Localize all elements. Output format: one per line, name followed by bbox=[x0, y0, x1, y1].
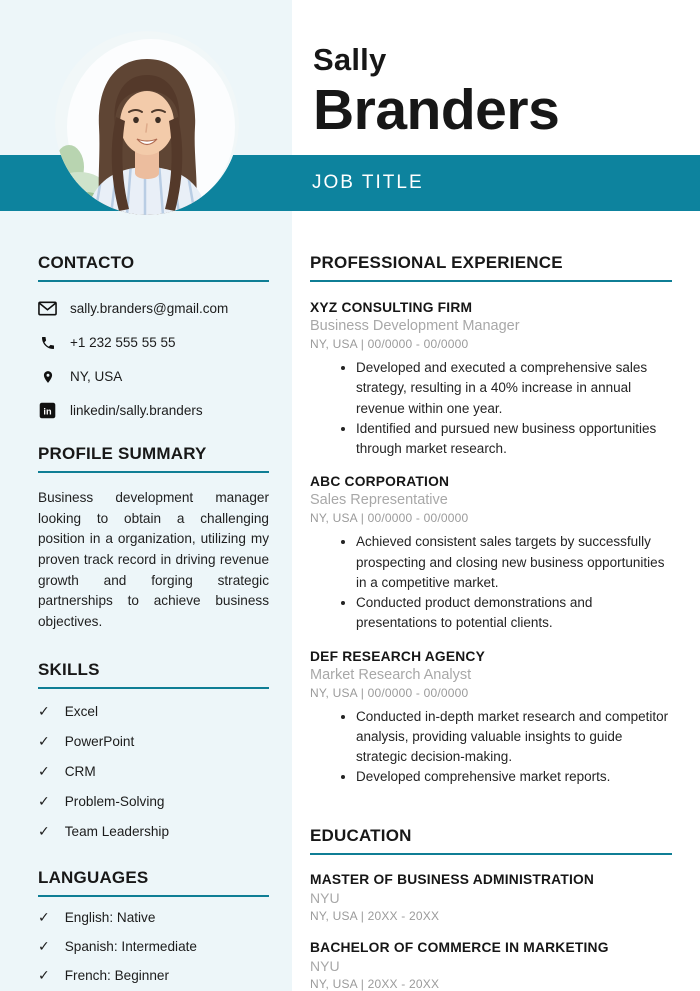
check-icon: ✓ bbox=[38, 967, 50, 984]
education-heading: EDUCATION bbox=[310, 825, 412, 845]
skill-item bbox=[38, 704, 269, 719]
degree-meta: NY, USA | 20XX - 20XX bbox=[310, 908, 440, 923]
check-icon: ✓ bbox=[38, 938, 50, 955]
job-bullets bbox=[310, 358, 672, 459]
svg-text:in: in bbox=[43, 406, 52, 417]
job-bullet: • Identified and pursued new business opportunities through market research. bbox=[356, 419, 672, 460]
avatar-illustration bbox=[55, 31, 239, 215]
degree-school: NYU bbox=[310, 957, 340, 974]
job-bullet: • Conducted in-depth market research and competitor analysis, providing valuable insights to guide strategic decision-making. bbox=[356, 707, 672, 768]
language-label: Spanish: Intermediate bbox=[64, 938, 197, 954]
language-label: English: Native bbox=[64, 909, 156, 925]
degree-name: MASTER OF BUSINESS ADMINISTRATION bbox=[310, 871, 595, 887]
contact-phone-text: +1 232 555 55 55 bbox=[70, 335, 176, 350]
profile-photo bbox=[55, 31, 239, 215]
language-item bbox=[38, 939, 269, 954]
contact-heading: CONTACTO bbox=[38, 253, 135, 272]
skill-label: Team Leadership bbox=[64, 823, 170, 839]
job-title-text: Business Development Manager bbox=[310, 318, 520, 334]
experience-heading: PROFESSIONAL EXPERIENCE bbox=[310, 253, 563, 272]
job-bullet: • Developed and executed a comprehensive sales strategy, resulting in a 40% increase in annual revenue within one year. bbox=[356, 358, 672, 419]
languages-heading: LANGUAGES bbox=[38, 867, 149, 887]
contact-item-location bbox=[38, 367, 269, 386]
profile-summary-section bbox=[38, 444, 269, 633]
degree-school: NYU bbox=[310, 889, 340, 906]
name-block bbox=[313, 42, 559, 140]
sidebar bbox=[38, 253, 269, 991]
job-bullets bbox=[310, 532, 672, 633]
location-pin-icon bbox=[38, 367, 57, 386]
job-bullet: • Developed comprehensive market reports. bbox=[356, 767, 672, 787]
job-company: DEF RESEARCH AGENCY bbox=[310, 648, 486, 664]
contact-item-linkedin bbox=[38, 401, 269, 420]
contact-item-phone bbox=[38, 333, 269, 352]
contact-location-text: NY, USA bbox=[70, 369, 123, 384]
profile-summary-heading: PROFILE SUMMARY bbox=[38, 444, 207, 463]
languages-section bbox=[38, 868, 269, 983]
job-title-text: Sales Representative bbox=[310, 492, 448, 509]
check-icon: ✓ bbox=[38, 763, 50, 780]
job-bullet: • Achieved consistent sales targets by successfully prospecting and closing new business opportunities in a competitive market. bbox=[356, 532, 672, 593]
main-column bbox=[310, 253, 672, 991]
job-entry bbox=[310, 300, 672, 459]
language-item bbox=[38, 910, 269, 925]
phone-icon bbox=[38, 333, 57, 352]
skill-label: Problem-Solving bbox=[64, 793, 165, 809]
skill-item bbox=[38, 824, 269, 839]
job-title-text: Market Research Analyst bbox=[310, 666, 472, 683]
skill-label: PowerPoint bbox=[64, 733, 135, 749]
job-entry bbox=[310, 649, 672, 788]
skill-label: CRM bbox=[64, 763, 96, 779]
degree-meta: NY, USA | 20XX - 20XX bbox=[310, 976, 440, 991]
check-icon: ✓ bbox=[38, 703, 50, 720]
profile-summary-text: Business development manager looking to obtain a challenging position in a organization, utilizing my proven track record in driving revenue growth and forging strategic partnerships to achieve business objectives. bbox=[38, 490, 269, 629]
job-company: XYZ CONSULTING FIRM bbox=[310, 300, 473, 315]
check-icon: ✓ bbox=[38, 909, 50, 926]
experience-section bbox=[310, 253, 672, 788]
skills-list bbox=[38, 704, 269, 839]
job-company: ABC CORPORATION bbox=[310, 474, 450, 490]
jobs-list bbox=[310, 300, 672, 788]
languages-list bbox=[38, 910, 269, 983]
check-icon: ✓ bbox=[38, 823, 50, 840]
contact-list bbox=[38, 299, 269, 420]
contact-section bbox=[38, 253, 269, 420]
first-name: Sally bbox=[313, 42, 387, 77]
check-icon: ✓ bbox=[38, 733, 50, 750]
language-label: French: Beginner bbox=[64, 967, 170, 983]
last-name: Branders bbox=[313, 77, 560, 142]
degree-entry bbox=[310, 872, 672, 923]
section-divider bbox=[38, 895, 269, 897]
skill-label: Excel bbox=[64, 703, 98, 719]
skills-heading: SKILLS bbox=[38, 659, 100, 679]
education-section bbox=[310, 826, 672, 991]
job-bullets bbox=[310, 707, 672, 788]
degree-name: BACHELOR OF COMMERCE IN MARKETING bbox=[310, 939, 609, 955]
job-entry bbox=[310, 474, 672, 633]
skills-section bbox=[38, 660, 269, 839]
linkedin-icon bbox=[38, 401, 57, 420]
skill-item bbox=[38, 734, 269, 749]
job-meta: NY, USA | 00/0000 - 00/0000 bbox=[310, 511, 469, 526]
job-title: JOB TITLE bbox=[312, 172, 424, 193]
contact-linkedin-text: linkedin/sally.branders bbox=[70, 403, 203, 418]
check-icon: ✓ bbox=[38, 793, 50, 810]
skill-item bbox=[38, 764, 269, 779]
contact-item-email bbox=[38, 299, 269, 318]
envelope-icon bbox=[38, 299, 57, 318]
skill-item bbox=[38, 794, 269, 809]
section-divider bbox=[38, 687, 269, 689]
job-meta: NY, USA | 00/0000 - 00/0000 bbox=[310, 685, 469, 700]
section-divider bbox=[38, 471, 269, 473]
section-divider bbox=[310, 280, 672, 282]
section-divider bbox=[38, 280, 269, 282]
degree-entry bbox=[310, 940, 672, 991]
section-divider bbox=[310, 853, 672, 855]
job-bullet: • Conducted product demonstrations and presentations to potential clients. bbox=[356, 593, 672, 634]
language-item bbox=[38, 968, 269, 983]
contact-email-text: sally.branders@gmail.com bbox=[70, 301, 229, 316]
job-meta: NY, USA | 00/0000 - 00/0000 bbox=[310, 337, 469, 351]
